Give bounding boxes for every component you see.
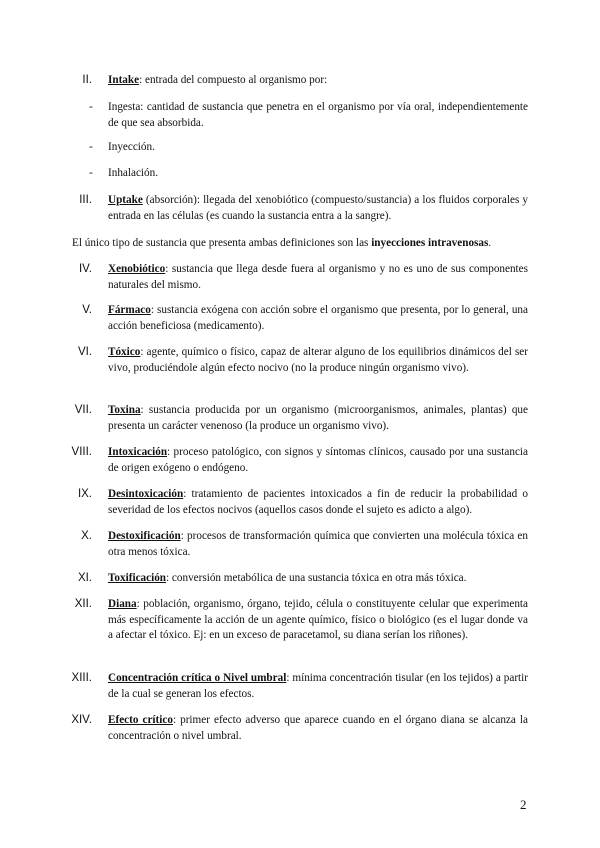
term: Efecto crítico bbox=[108, 714, 173, 726]
term: Toxina bbox=[108, 404, 141, 416]
term: Concentración crítica o Nivel umbral bbox=[108, 672, 287, 684]
item-number: III. bbox=[79, 194, 92, 206]
item-number: X. bbox=[81, 530, 92, 542]
bullet-dash: - bbox=[89, 101, 93, 113]
sub-item-text: Ingesta: cantidad de sustancia que penetra en el organismo por vía oral, independientemente de que sea absorbida. bbox=[108, 101, 528, 129]
item-number: XIV. bbox=[71, 714, 92, 726]
definition-text bbox=[108, 597, 528, 644]
term: Intoxicación bbox=[108, 446, 168, 458]
item-number: VI. bbox=[77, 346, 92, 358]
definition-text bbox=[108, 571, 528, 587]
definition: (absorción): llegada del xenobiótico (compuesto/sustancia) a los fluidos corporales y entrada en las células (es cuando la sustancia entra a la sangre). bbox=[108, 194, 528, 222]
item-number: VIII. bbox=[71, 446, 92, 458]
definition: : tratamiento de pacientes intoxicados a fin de reducir la probabilidad o severidad de los efectos nocivos (aquellos casos donde el sujeto es adicto a algo). bbox=[108, 488, 528, 516]
definition: : primer efecto adverso que aparece cuando en el órgano diana se alcanza la concentración o nivel umbral. bbox=[108, 714, 528, 742]
definition: : proceso patológico, con signos y síntomas clínicos, causado por una sustancia de origen exógeno o endógeno. bbox=[108, 446, 528, 474]
note-paragraph bbox=[72, 236, 532, 251]
definition-text bbox=[108, 303, 528, 334]
item-number: V. bbox=[82, 304, 92, 316]
item-number: XI. bbox=[77, 572, 92, 584]
note-prefix: El único tipo de sustancia que presenta ambas definiciones son las bbox=[72, 237, 372, 249]
page-number: 2 bbox=[520, 797, 527, 812]
definition-text bbox=[108, 193, 528, 224]
definition: : mínima concentración tisular (en los tejidos) a partir de la cual se generan los efectos. bbox=[108, 672, 528, 700]
sub-item-text: Inhalación. bbox=[108, 167, 159, 179]
definition-text bbox=[108, 671, 528, 702]
definition: : sustancia exógena con acción sobre el organismo que presenta, por lo general, una acción beneficiosa (medicamento). bbox=[108, 304, 528, 332]
definition-text bbox=[108, 445, 528, 476]
term: Toxificación bbox=[108, 572, 167, 584]
item-number: IX. bbox=[77, 488, 92, 500]
term: Tóxico bbox=[108, 346, 141, 358]
term: Destoxificación bbox=[108, 530, 181, 542]
definition-text bbox=[108, 345, 528, 376]
note-suffix: . bbox=[488, 237, 492, 249]
sub-item-text: Inyección. bbox=[108, 141, 155, 153]
definition: : población, organismo, órgano, tejido, célula o constituyente celular que experimenta más específicamente la acción de un agente químico, físico o biológico (es el lugar donde va a afectar el tóxico. Ej: en un exceso de paracetamol, su diana serían los riñones). bbox=[108, 598, 528, 641]
item-number: VII. bbox=[74, 404, 92, 416]
item-number: XIII. bbox=[71, 672, 92, 684]
item-number: XII. bbox=[74, 598, 92, 610]
definition: : procesos de transformación química que convierten una molécula tóxica en otra menos tóxica. bbox=[108, 530, 528, 558]
definition: : conversión metabólica de una sustancia tóxica en otra más tóxica. bbox=[166, 572, 467, 584]
term: Fármaco bbox=[108, 304, 151, 316]
item-number: IV. bbox=[78, 263, 92, 275]
definition-text bbox=[108, 713, 528, 744]
term: Xenobiótico bbox=[108, 263, 166, 275]
definition: : sustancia que llega desde fuera al organismo y no es uno de sus componentes naturales del mismo. bbox=[108, 263, 528, 291]
definition-text bbox=[108, 262, 528, 293]
term: Intake bbox=[108, 74, 140, 86]
term: Desintoxicación bbox=[108, 488, 184, 500]
term: Diana bbox=[108, 598, 137, 610]
bullet-dash: - bbox=[89, 141, 93, 153]
bullet-dash: - bbox=[89, 167, 93, 179]
definition: : agente, químico o físico, capaz de alterar alguno de los equilibrios dinámicos del ser vivo, produciéndole algún efecto nocivo (no la produce ningún organismo vivo). bbox=[108, 346, 528, 374]
definition-text bbox=[108, 403, 528, 434]
definition: : entrada del compuesto al organismo por: bbox=[139, 74, 328, 86]
definition-text bbox=[108, 529, 528, 560]
term: Uptake bbox=[108, 194, 143, 206]
definition: : sustancia producida por un organismo (microorganismos, animales, plantas) que presenta un carácter venenoso (la produce un organismo vivo). bbox=[108, 404, 528, 432]
definition-text bbox=[108, 73, 528, 89]
definition-text bbox=[108, 487, 528, 518]
note-bold: inyecciones intravenosas bbox=[371, 237, 489, 249]
item-number: II. bbox=[82, 74, 92, 86]
